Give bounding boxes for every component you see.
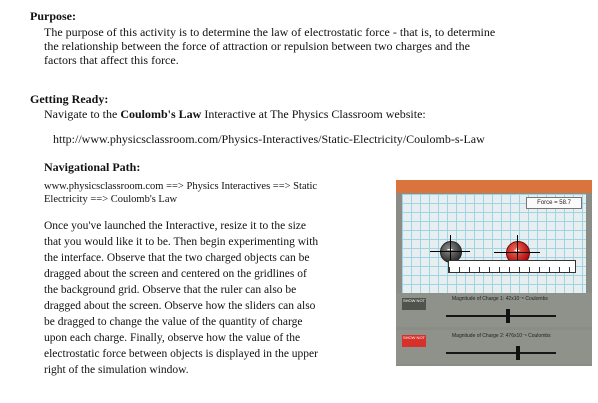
- charge-1-magnitude-label: Magnitude of Charge 1: 42x10⁻⁶ Coulombs: [452, 296, 548, 302]
- purpose-text: [44, 25, 495, 67]
- instruction-line: upon each charge. Finally, observe how the value of the: [44, 332, 301, 344]
- charge-2-slider-panel: [396, 330, 592, 364]
- instruction-line: the background grid. Observe that the ruler can also be: [44, 284, 297, 296]
- getting-ready-heading: Getting Ready:: [30, 92, 109, 106]
- ruler[interactable]: [448, 260, 576, 273]
- charge-2-slider-handle[interactable]: [516, 346, 520, 360]
- instruction-line: dragged about the screen and centered on the gridlines of: [44, 268, 307, 280]
- url-link[interactable]: http://www.physicsclassroom.com/Physics-Interactives/Static-Electricity/Coulomb-s-Law: [53, 132, 485, 146]
- charge-2-slider-track[interactable]: [446, 352, 556, 354]
- instruction-line: electrostatic force between objects is displayed in the upper: [44, 348, 318, 360]
- coulombs-law-simulation: [396, 180, 592, 366]
- navigate-prefix: Navigate to the: [44, 107, 121, 121]
- instruction-line: be dragged to change the value of the quantity of charge: [44, 316, 303, 328]
- force-readout: Force = 58.7: [526, 197, 582, 209]
- navigational-path-heading: Navigational Path:: [44, 160, 141, 174]
- instruction-line: right of the simulation window.: [44, 364, 189, 376]
- show-toggle-2[interactable]: SHOW NOT: [402, 335, 426, 347]
- show-toggle-1[interactable]: SHOW NOT: [402, 298, 426, 310]
- instructions-text: [44, 218, 318, 378]
- charge-2-magnitude-label: Magnitude of Charge 2: 476x10⁻⁶ Coulombs: [452, 333, 551, 339]
- charge-1-slider-handle[interactable]: [506, 309, 510, 323]
- purpose-line: factors that affect this force.: [44, 53, 179, 67]
- navigate-instruction: [44, 107, 426, 121]
- navigate-suffix: Interactive at The Physics Classroom website:: [201, 107, 426, 121]
- navigational-path-text: [44, 180, 317, 206]
- nav-path-line: Electricity ==> Coulomb's Law: [44, 194, 178, 205]
- background-grid: [402, 194, 586, 301]
- charge-1-slider-track[interactable]: [446, 315, 556, 317]
- charge-1-slider-panel: [396, 293, 592, 327]
- purpose-line: The purpose of this activity is to determine the law of electrostatic force - that is, to determine: [44, 25, 496, 39]
- purpose-line: the relationship between the force of attraction or repulsion between two charges and the: [44, 39, 470, 53]
- instruction-line: that you would like it to be. Then begin experimenting with: [44, 236, 319, 248]
- instruction-line: Once you've launched the Interactive, resize it to the size: [44, 220, 306, 232]
- nav-path-line: www.physicsclassroom.com ==> Physics Interactives ==> Static: [44, 181, 318, 192]
- instruction-line: the interface. Observe that the two charged objects can be: [44, 252, 310, 264]
- purpose-heading: Purpose:: [30, 9, 76, 23]
- instruction-line: dragged about the screen. Observe how the sliders can also: [44, 300, 316, 312]
- simulation-title-bar: [396, 180, 592, 193]
- coulombs-law-name: Coulomb's Law: [120, 107, 202, 121]
